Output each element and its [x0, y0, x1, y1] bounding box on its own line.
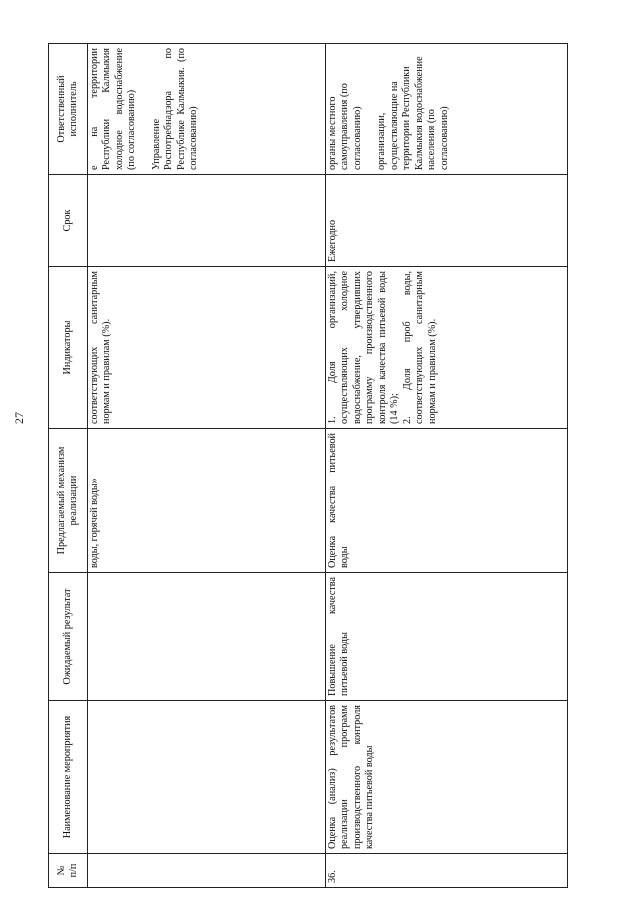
- cell-name: Оценка (анализ) результатов реализации программ производственного контроля качества питьевой воды: [326, 701, 568, 854]
- cell-mechanism: воды, горячей воды»: [88, 429, 326, 573]
- cell-mechanism: Оценка качества питьевой воды: [326, 429, 568, 573]
- cell-num: 36.: [326, 854, 568, 888]
- cell-num: [88, 854, 326, 888]
- header-result: Ожидаемый результат: [49, 573, 88, 701]
- cell-name: [88, 701, 326, 854]
- header-indicators: Индикаторы: [49, 267, 88, 429]
- table-row: [88, 44, 326, 888]
- responsible-part-1: е на территории Республики Калмыкия холодное водоснабжение (по согласованию): [89, 48, 138, 170]
- header-mechanism: Предлагаемый механизм реализации: [49, 429, 88, 573]
- responsible-part-1: органы местного самоуправления (по согласованию): [327, 83, 363, 170]
- cell-responsible: [88, 44, 326, 175]
- rotated-sheet: [48, 44, 568, 888]
- cell-responsible: [326, 44, 568, 175]
- cell-result: Повышение качества питьевой воды: [326, 573, 568, 701]
- cell-term: Ежегодно: [326, 175, 568, 267]
- cell-result: [88, 573, 326, 701]
- header-num: № п/п: [49, 854, 88, 888]
- measures-table: [48, 43, 568, 888]
- responsible-part-2: Управление Роспотребнадзора по Республике Калмыкия. (по согласованию): [150, 48, 200, 170]
- responsible-part-2: организации, осуществляющие на территории Республики Калмыкия водоснабжение населения (по согласованию): [376, 56, 450, 170]
- cell-indicators: соответствующих санитарным нормам и правилам (%).: [88, 267, 326, 429]
- header-name: Наименование мероприятия: [49, 701, 88, 854]
- table-row: [326, 44, 568, 888]
- cell-term: [88, 175, 326, 267]
- table-header-row: [49, 44, 88, 888]
- header-responsible: Ответственный исполнитель: [49, 44, 88, 175]
- cell-indicators: 1. Доля организаций, осуществляющих холодное водоснабжение, утвердивших программу производственного контроля качества питьевой воды (14 %); 2. Доля проб воды, соответствующих санитарным нормам и правилам (%).: [326, 267, 568, 429]
- header-term: Срок: [49, 175, 88, 267]
- page-number: 27: [12, 412, 26, 424]
